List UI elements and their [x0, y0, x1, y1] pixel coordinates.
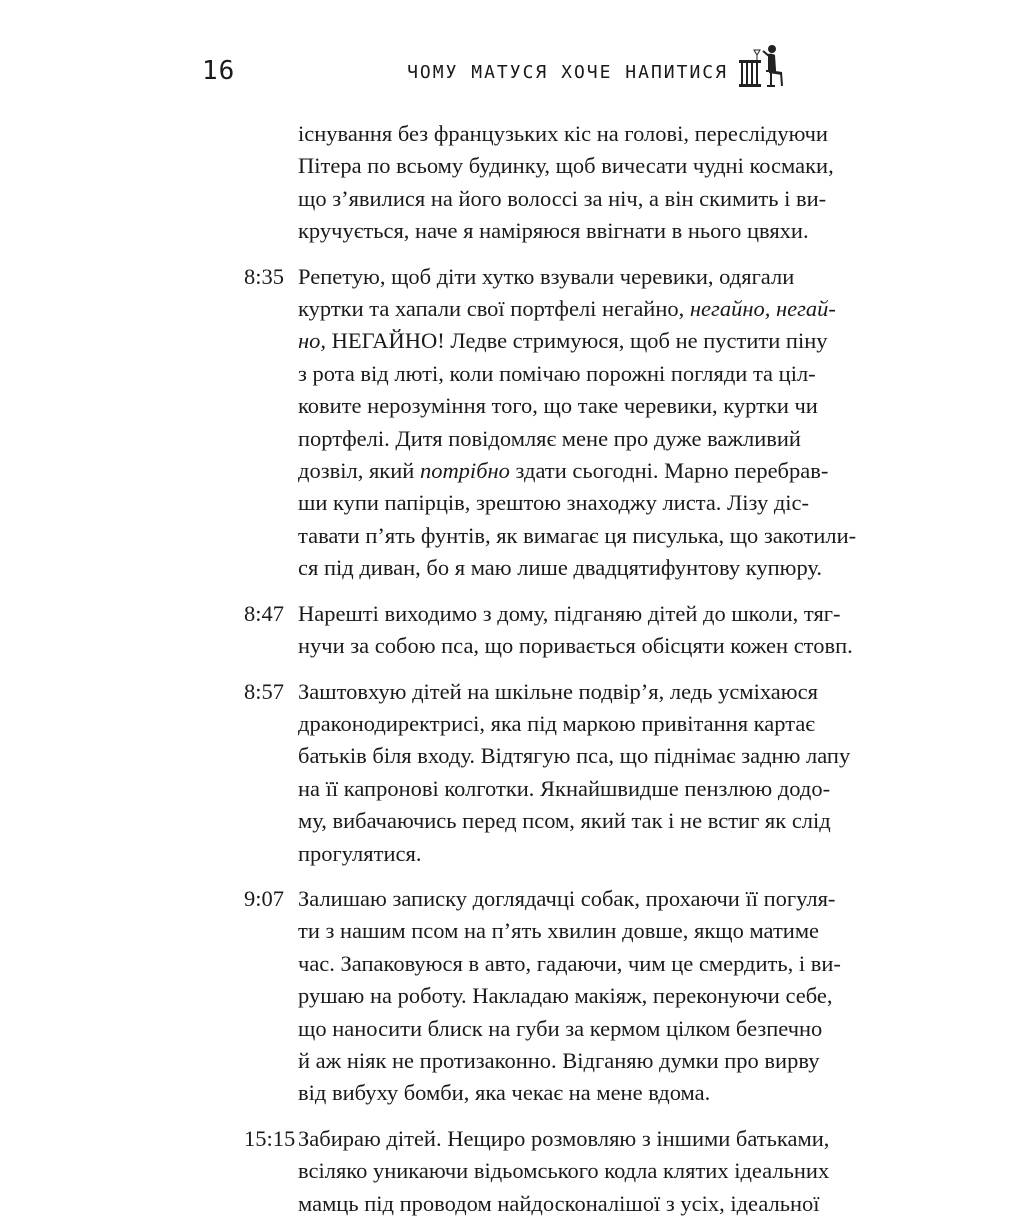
text-line — [298, 838, 782, 870]
text-line — [298, 487, 810, 519]
text-line — [298, 455, 829, 487]
text-run: драконодиректрисі, яка під маркою привітання картає — [298, 710, 815, 736]
text-run: куртки та хапали свої портфелі негайно, — [298, 296, 690, 322]
text-line — [298, 980, 833, 1012]
running-title: ЧОМУ МАТУСЯ ХОЧЕ НАПИТИСЯ — [407, 62, 728, 83]
text-run: здати сьогодні. Марно перебрав- — [509, 458, 829, 484]
text-run: з рота від люті, коли помічаю порожні погляди та ціл- — [298, 360, 816, 386]
text-line — [298, 805, 831, 837]
text-line — [298, 552, 823, 584]
woman-at-bar-icon — [738, 42, 788, 88]
text-run: на її капронові колготки. Якнайшвидше пензлюю додо- — [298, 775, 831, 801]
time-entry — [244, 261, 857, 585]
text-line — [298, 1188, 820, 1220]
text-run: му, вибачаючись перед псом, який так і не встиг як слід — [298, 808, 831, 834]
text-line — [298, 520, 857, 552]
entry-time: 15:15 — [244, 1125, 296, 1151]
time-entry — [244, 676, 851, 870]
text-run: ковите нерозуміння того, що таке черевики, куртки чи — [298, 393, 818, 419]
text-line: існування без французьких кіс на голові, переслідуючи — [298, 121, 828, 146]
text-run: Заштовхую дітей на шкільне подвір’я, ледь усміхаюся — [298, 678, 818, 704]
intro-paragraph — [244, 118, 834, 248]
text-line — [298, 915, 820, 947]
text-run: тавати п’ять фунтів, як вимагає ця писулька, що закотили- — [298, 522, 857, 548]
text-run: портфелі. Дитя повідомляє мене про дуже важливий — [298, 425, 801, 451]
text-run: що наносити блиск на губи за кермом цілком безпечно — [298, 1015, 823, 1041]
text-line — [298, 948, 841, 980]
text-run: прогулятися. — [298, 840, 422, 866]
emphasis-text: потрібно — [419, 458, 510, 484]
text-run: Забираю дітей. Нещиро розмовляю з іншими батьками, — [298, 1125, 830, 1151]
text-run: всіляко уникаючи відьомського кодла клятих ідеальних — [298, 1158, 830, 1184]
text-line — [298, 598, 841, 630]
text-line — [298, 358, 816, 390]
text-line — [298, 773, 831, 805]
text-run: й аж ніяк не протизаконно. Відганяю думки про вирву — [298, 1047, 820, 1073]
text-line — [298, 1155, 830, 1187]
time-entry — [244, 598, 853, 663]
text-run: Залишаю записку доглядачці собак, прохаючи її погуля- — [298, 885, 836, 911]
text-run: Репетую, щоб діти хутко взували черевики, одягали — [298, 263, 795, 289]
text-run: ти з нашим псом на п’ять хвилин довше, якщо матиме — [298, 918, 820, 944]
timeline-entries — [244, 261, 857, 1220]
text-run: НЕГАЙНО! Ледве стримуюся, щоб не пустити піну — [326, 328, 828, 354]
text-line — [298, 261, 795, 293]
entry-time: 8:35 — [244, 263, 285, 289]
text-line — [298, 708, 815, 740]
text-line — [298, 1045, 820, 1077]
text-run: рушаю на роботу. Накладаю макіяж, переконуючи себе, — [298, 983, 833, 1009]
entry-time: 8:47 — [244, 600, 285, 626]
emphasis-text: но, — [298, 328, 327, 354]
text-line — [298, 423, 801, 455]
text-run: від вибуху бомби, яка чекає на мене вдома. — [298, 1080, 711, 1106]
text-line — [298, 676, 818, 708]
text-run: нучи за собою пса, що поривається обісцяти кожен стовп. — [298, 633, 853, 659]
text-line — [298, 390, 818, 422]
text-line: кручується, наче я наміряюся ввігнати в нього цвяхи. — [298, 218, 809, 244]
text-run: дозвіл, який — [298, 458, 420, 484]
text-run: ши купи папірців, зрештою знаходжу листа. Лізу діс- — [298, 490, 810, 516]
text-line — [298, 1013, 823, 1045]
text-line: що з’явилися на його волоссі за ніч, а він скимить і ви- — [298, 185, 827, 211]
text-line — [298, 740, 851, 772]
text-run: мамць під проводом найдосконалішої з усіх, ідеальної — [298, 1190, 820, 1216]
text-line — [298, 1123, 830, 1155]
entry-time: 9:07 — [244, 885, 285, 911]
text-line — [298, 325, 828, 357]
text-line — [298, 1077, 782, 1109]
text-run: батьків біля входу. Відтягую пса, що піднімає задню лапу — [298, 743, 851, 769]
emphasis-text: негайно, негай- — [689, 296, 836, 322]
page-number: 16 — [202, 56, 236, 86]
text-run: ся під диван, бо я маю лише двадцятифунтову купюру. — [298, 555, 823, 581]
text-line — [298, 630, 853, 662]
text-line — [298, 883, 836, 915]
text-run: час. Запаковуюся в авто, гадаючи, чим це смердить, і ви- — [298, 950, 841, 976]
entry-time: 8:57 — [244, 678, 285, 704]
page-body — [244, 118, 857, 1220]
text-line: Пітера по всьому будинку, щоб вичесати чудні космаки, — [298, 153, 834, 179]
time-entry — [244, 1123, 830, 1220]
text-run: Нарешті виходимо з дому, підганяю дітей до школи, тяг- — [298, 600, 841, 626]
time-entry — [244, 883, 841, 1110]
text-line — [298, 293, 836, 325]
